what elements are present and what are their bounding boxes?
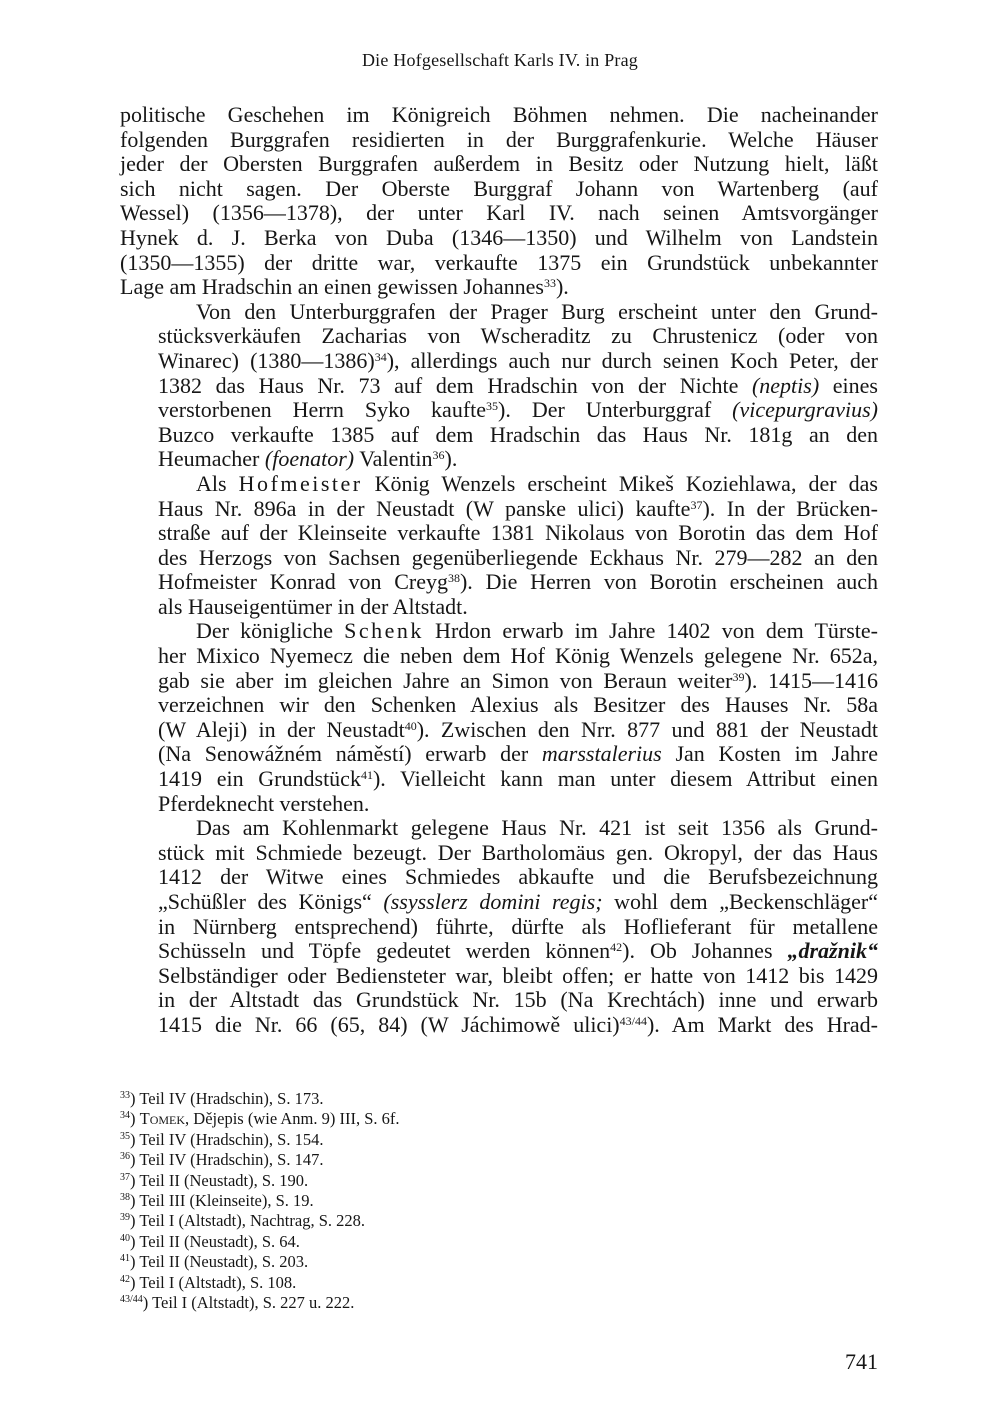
body-text <box>120 103 878 1038</box>
footnote-number: 34 <box>120 1110 130 1122</box>
text-line: Selbständiger oder Bediensteter war, bleibt offen; er hatte von 1412 bis 1429 <box>158 962 878 988</box>
footnote-text: Teil II (Neustadt), S. 203. <box>139 1252 309 1272</box>
text-line: Wessel) (1356—1378), der unter Karl IV. nach seinen Amtsvorgänger <box>120 200 878 226</box>
text-line <box>120 718 878 743</box>
text-segment: Hofmeister Konrad von Creyg <box>158 569 448 595</box>
text-line <box>120 447 878 472</box>
text-line: folgenden Burggrafen residierten in der Burggrafenkurie. Welche Häuser <box>120 126 878 152</box>
paragraph-3 <box>120 472 878 620</box>
text-segment: verstorbenen Herrn Syko kaufte <box>158 397 487 423</box>
footnote-number: 36 <box>120 1151 130 1163</box>
text-line <box>120 939 878 964</box>
text-line <box>120 374 878 399</box>
footnote: $^{38}$) Teil III (Kleinseite), S. 19. <box>120 1191 314 1211</box>
latin-term: (ssysslerz domini regis; <box>383 889 603 914</box>
text-line: Das am Kohlenmarkt gelegene Haus Nr. 421 ist seit 1356 als Grund- <box>196 815 878 841</box>
text-line: jeder der Obersten Burggrafen außerdem in Besitz oder Nutzung hielt, läßt <box>120 151 878 177</box>
text-line <box>120 890 878 915</box>
running-title: Die Hofgesellschaft Karls IV. in Prag <box>361 50 638 70</box>
paragraph-5 <box>120 816 878 1037</box>
footnote-ref[interactable]: 33 <box>543 276 556 291</box>
text-segment: (W Aleji) in der Neustadt <box>158 716 405 742</box>
text-segment: ). Ob Johannes <box>622 938 788 964</box>
footnote-number: 33 <box>120 1090 130 1101</box>
latin-term: marsstalerius <box>541 741 662 767</box>
footnote-text: Teil IV (Hradschin), S. 154. <box>139 1129 324 1149</box>
text-line: her Mixico Nyemecz die neben dem Hof König Wenzels gelegene Nr. 652a, <box>158 643 878 669</box>
text-line: (1350—1355) der dritte war, verkaufte 1375 ein Grundstück unbekannter <box>120 249 878 275</box>
text-segment: „Schüßler des Königs“ <box>158 889 384 914</box>
footnote-text: Teil I (Altstadt), S. 108. <box>139 1272 297 1292</box>
footnote-text: Teil IV (Hradschin), S. 173. <box>139 1089 324 1108</box>
page-number: 741 <box>845 1349 878 1374</box>
text-line: stück mit Schmiede bezeugt. Der Bartholomäus gen. Okropyl, der das Haus <box>158 839 878 865</box>
footnote-text: Teil I (Altstadt), Nachtrag, S. 228. <box>139 1211 365 1231</box>
latin-term: „dražnik“ <box>787 938 878 964</box>
footnote-ref[interactable]: 40 <box>404 718 417 733</box>
paragraph-1 <box>120 103 878 300</box>
text-line: des Herzogs von Sachsen gegenüberliegende Eckhaus Nr. 279—282 an den <box>158 544 878 570</box>
paragraph-4 <box>120 619 878 816</box>
latin-term: (neptis) <box>751 372 820 398</box>
footnote-ref[interactable]: 37 <box>690 497 703 512</box>
text-segment: wohl dem „Beckenschläger“ <box>602 889 879 914</box>
text-segment: Heumacher <box>158 446 265 472</box>
footnote-number: 42 <box>120 1273 130 1285</box>
text-line <box>120 570 878 595</box>
text-line <box>120 742 878 767</box>
footnote-ref[interactable]: 39 <box>732 669 745 684</box>
footnote-text: , Dějepis (wie Anm. 9) III, S. 6f. <box>185 1109 400 1129</box>
footnote-text: Teil II (Neustadt), S. 64. <box>139 1231 300 1251</box>
text-segment: Als <box>196 470 239 496</box>
text-line <box>120 1013 878 1038</box>
footnote: $^{40}$) Teil II (Neustadt), S. 64. <box>120 1231 300 1251</box>
footnote-ref[interactable]: 42 <box>610 940 623 955</box>
footnotes <box>120 1089 878 1313</box>
text-segment: (Na Senowážném náměstí) erwarb der <box>158 741 542 767</box>
text-segment: gab sie aber im gleichen Jahre an Simon von Beraun weiter <box>158 667 733 693</box>
footnote-number: 38 <box>120 1192 130 1204</box>
text-segment: 1415 die Nr. 66 (65, 84) (W Jáchimowě ulici) <box>158 1011 620 1037</box>
text-segment: Der königliche <box>196 618 345 644</box>
footnote-author: Tomek <box>139 1109 186 1129</box>
footnote: $^{41}$) Teil II (Neustadt), S. 203. <box>120 1252 309 1272</box>
text-segment: Lage am Hradschin an einen gewissen Johannes <box>120 274 544 300</box>
text-segment: eines <box>819 372 878 398</box>
text-segment: König Wenzels erscheint Mikeš Koziehlawa, der das <box>362 470 878 496</box>
footnote-number: 43/44 <box>120 1294 143 1306</box>
text-line: als Hauseigentümer in der Altstadt. <box>158 593 468 619</box>
text-line <box>120 472 878 497</box>
footnote-ref[interactable]: 34 <box>374 349 387 364</box>
text-line: 1412 der Witwe eines Schmiedes abkaufte und die Berufsbezeichnung <box>158 864 878 890</box>
text-segment: ). <box>444 446 458 472</box>
footnote-number: 37 <box>120 1171 130 1183</box>
latin-term: (foenator) <box>264 446 355 472</box>
text-segment: ). <box>555 274 569 300</box>
text-segment: ). In der Brücken- <box>702 495 878 521</box>
text-line: in der Altstadt das Grundstück Nr. 15b (Na Krechtách) inne und erwarb <box>158 987 878 1013</box>
text-segment: ), allerdings auch nur durch seinen Koch Peter, der <box>386 347 878 373</box>
paragraph-2 <box>120 300 878 472</box>
text-segment: Winarec) (1380—1386) <box>158 347 375 373</box>
text-line: Von den Unterburggrafen der Prager Burg erscheint unter den Grund- <box>196 298 878 324</box>
footnote: $^{35}$) Teil IV (Hradschin), S. 154. <box>120 1129 324 1149</box>
text-line <box>120 619 878 644</box>
footnote-ref[interactable]: 38 <box>447 571 460 586</box>
text-segment: Schüsseln und Töpfe gedeutet werden können <box>158 938 611 964</box>
text-line: Buzco verkaufte 1385 auf dem Hradschin das Haus Nr. 181g an den <box>158 421 878 447</box>
footnote-number: 39 <box>120 1212 130 1224</box>
text-line: stücksverkäufen Zacharias von Wscheraditz zu Chrustenicz (oder von <box>158 323 878 349</box>
footnote: $^{33}$) Teil IV (Hradschin), S. 173. <box>120 1089 324 1108</box>
footnote-text: Teil II (Neustadt), S. 190. <box>139 1170 309 1190</box>
footnote-text: Teil I (Altstadt), S. 227 u. 222. <box>152 1293 355 1313</box>
text-line <box>120 349 878 374</box>
text-segment: 1419 ein Grundstück <box>158 766 361 792</box>
spaced-term: Schenk <box>344 618 424 644</box>
text-line: verzeichnen wir den Schenken Alexius als Besitzer des Hauses Nr. 58a <box>158 692 878 718</box>
text-line: sich nicht sagen. Der Oberste Burggraf Johann von Wartenberg (auf <box>120 175 878 201</box>
text-segment: ). Die Herren von Borotin erscheinen auch <box>459 569 878 595</box>
footnote: $^{43/44}$) Teil I (Altstadt), S. 227 u. 222. <box>120 1293 355 1313</box>
text-line: politische Geschehen im Königreich Böhmen nehmen. Die nacheinander <box>120 102 878 127</box>
footnote-number: 41 <box>120 1253 130 1265</box>
text-line: Pferdeknecht verstehen. <box>158 790 370 816</box>
text-line <box>120 767 878 792</box>
footnote-number: 40 <box>120 1232 130 1244</box>
text-segment: Haus Nr. 896a in der Neustadt (W panske ulici) kaufte <box>158 495 691 521</box>
text-segment: Valentin <box>354 446 433 472</box>
footnote-ref[interactable]: 43/44 <box>619 1013 647 1028</box>
footnote-ref[interactable]: 41 <box>360 768 373 783</box>
latin-term: (vicepurgravius) <box>732 397 878 423</box>
text-segment: 1382 das Haus Nr. 73 auf dem Hradschin von der Nichte <box>158 372 752 398</box>
text-line: in Nürnberg entsprechend) führte, dürfte als Hoflieferant für metallene <box>158 913 878 939</box>
footnote: $^{37}$) Teil II (Neustadt), S. 190. <box>120 1170 309 1190</box>
spaced-term: Hofmeister <box>238 470 363 496</box>
text-line: straße auf der Kleinseite verkaufte 1381 Nikolaus von Borotin das dem Hof <box>158 520 878 546</box>
footnote-number: 35 <box>120 1130 130 1142</box>
text-segment: ). Vielleicht kann man unter diesem Attribut einen <box>372 766 879 792</box>
text-segment: ). Der Unterburggraf <box>498 397 733 423</box>
footnote-ref[interactable]: 36 <box>432 448 445 463</box>
footnote: $^{34}$) Tomek, Dějepis (wie Anm. 9) III, S. 6f. <box>120 1109 400 1129</box>
text-line <box>120 669 878 694</box>
text-segment: Hrdon erwarb im Jahre 1402 von dem Türste- <box>423 618 878 644</box>
text-segment: ). 1415—1416 <box>744 667 878 693</box>
footnote: $^{39}$) Teil I (Altstadt), Nachtrag, S. 228. <box>120 1211 365 1231</box>
text-line <box>120 275 878 300</box>
text-line <box>120 497 878 522</box>
footnote-text: Teil III (Kleinseite), S. 19. <box>139 1191 314 1211</box>
footnote-text: Teil IV (Hradschin), S. 147. <box>139 1150 324 1170</box>
footnote: $^{36}$) Teil IV (Hradschin), S. 147. <box>120 1150 324 1170</box>
footnote-ref[interactable]: 35 <box>486 399 499 414</box>
text-segment: ). Zwischen den Nrr. 877 und 881 der Neustadt <box>416 716 878 742</box>
text-segment: ). Am Markt des Hrad- <box>646 1011 878 1037</box>
text-segment: Jan Kosten im Jahre <box>661 741 878 767</box>
footnote: $^{42}$) Teil I (Altstadt), S. 108. <box>120 1272 297 1292</box>
text-line: Hynek d. J. Berka von Duba (1346—1350) und Wilhelm von Landstein <box>120 224 878 250</box>
text-line <box>120 398 878 423</box>
